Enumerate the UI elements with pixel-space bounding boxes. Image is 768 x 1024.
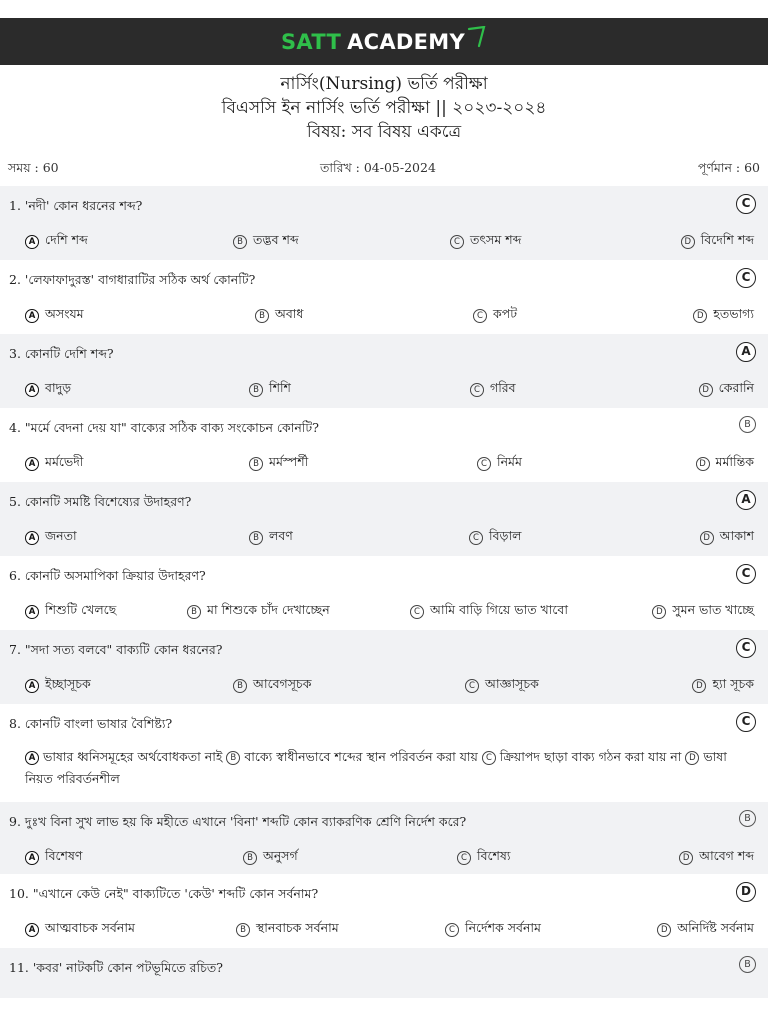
option-text: লবণ <box>269 528 293 543</box>
option-d[interactable] <box>696 454 754 474</box>
option-d[interactable] <box>700 528 754 548</box>
option-text: অনির্দিষ্ট সর্বনাম <box>677 920 754 935</box>
option-letter-badge: D <box>679 851 693 865</box>
question-text: 5. কোনটি সমষ্টি বিশেষ্যের উদাহরণ? <box>9 494 192 509</box>
option-text: আমি বাড়ি গিয়ে ভাত খাবো <box>430 602 568 617</box>
option-letter-badge: B <box>243 851 257 865</box>
option-text: তদ্ভব শব্দ <box>253 232 299 247</box>
question-block <box>0 802 768 874</box>
option-d[interactable] <box>693 306 754 326</box>
option-c[interactable] <box>445 920 541 940</box>
option-text[interactable]: ভাষা নিয়ত পরিবর্তনশীল <box>25 749 727 786</box>
option-b[interactable] <box>249 454 308 474</box>
options-paragraph <box>25 746 754 790</box>
option-letter-badge: D <box>652 605 666 619</box>
option-letter-badge: A <box>25 851 39 865</box>
option-b[interactable] <box>233 676 312 696</box>
correct-answer-badge: D <box>736 882 756 902</box>
option-letter-badge: A <box>25 531 39 545</box>
option-letter-badge: A <box>25 923 39 937</box>
logo-arrow-icon <box>467 26 487 48</box>
option-text: হতভাগ্য <box>713 306 754 321</box>
option-text[interactable]: ক্রিয়াপদ ছাড়া বাক্য গঠন করা যায় না <box>499 749 686 764</box>
correct-answer-badge: B <box>739 810 756 827</box>
option-letter-badge: C <box>457 851 471 865</box>
header-banner <box>0 18 768 65</box>
satt-academy-logo <box>281 30 487 54</box>
option-text: আজ্ঞাসূচক <box>485 676 539 691</box>
option-c[interactable] <box>465 676 539 696</box>
exam-header <box>0 72 768 144</box>
question-block <box>0 874 768 948</box>
option-letter-badge: B <box>249 383 263 397</box>
option-b[interactable] <box>249 528 293 548</box>
option-d[interactable] <box>681 232 754 252</box>
question-block <box>0 186 768 260</box>
option-a[interactable] <box>25 920 135 940</box>
option-text: ইচ্ছাসূচক <box>45 676 91 691</box>
option-text: কেরানি <box>718 380 754 395</box>
option-c[interactable] <box>477 454 522 474</box>
option-c[interactable] <box>473 306 517 326</box>
option-c[interactable] <box>469 528 521 548</box>
option-text: শিশি <box>269 380 291 395</box>
option-c[interactable] <box>410 602 568 622</box>
correct-answer-badge: C <box>736 268 756 288</box>
option-letter-badge: C <box>470 383 484 397</box>
option-letter-badge: A <box>25 751 39 765</box>
option-text: বিড়াল <box>489 528 522 543</box>
option-a[interactable] <box>25 380 71 400</box>
option-d[interactable] <box>679 848 754 868</box>
question-text: 2. 'লেফাফাদুরস্ত' বাগধারাটির সঠিক অর্থ কোনটি? <box>9 272 256 287</box>
option-text: দেশি শব্দ <box>45 232 88 247</box>
option-text: হ্যা সূচক <box>712 676 754 691</box>
question-text: 11. 'কবর' নাটকটি কোন পটভূমিতে রচিত? <box>9 960 223 975</box>
full-marks-label: পূর্ণমান : 60 <box>697 160 760 175</box>
option-letter-badge: A <box>25 383 39 397</box>
correct-answer-badge: B <box>739 416 756 433</box>
option-text[interactable]: বাক্যে স্বাধীনভাবে শব্দের স্থান পরিবর্তন করা যায় <box>244 749 482 764</box>
option-text[interactable]: ভাষার ধ্বনিসমূহের অর্থবোধকতা নাই <box>43 749 227 764</box>
option-letter-badge: C <box>477 457 491 471</box>
option-letter-badge: A <box>25 235 39 249</box>
exam-subject: বিষয়: সব বিষয় একত্রে <box>306 122 462 142</box>
date-label: তারিখ : 04-05-2024 <box>320 160 436 175</box>
option-text: মর্মভেদী <box>45 454 84 469</box>
option-a[interactable] <box>25 602 116 622</box>
question-block <box>0 408 768 482</box>
option-letter-badge: A <box>25 679 39 693</box>
question-block <box>0 630 768 704</box>
option-letter-badge: C <box>482 751 496 765</box>
question-text: 9. দুঃখ বিনা সুখ লাভ হয় কি মহীতে এখানে 'বিনা' শব্দটি কোন ব্যাকরণিক শ্রেণি নির্দেশ করে? <box>9 814 467 829</box>
question-block <box>0 260 768 334</box>
question-text: 8. কোনটি বাংলা ভাষার বৈশিষ্ট্য? <box>9 716 173 731</box>
option-letter-badge: C <box>465 679 479 693</box>
option-letter-badge: D <box>681 235 695 249</box>
option-letter-badge: C <box>410 605 424 619</box>
option-letter-badge: D <box>699 383 713 397</box>
option-d[interactable] <box>692 676 754 696</box>
option-text: স্থানবাচক সর্বনাম <box>256 920 339 935</box>
option-letter-badge: B <box>233 235 247 249</box>
option-letter-badge: B <box>226 751 240 765</box>
logo-satt: SATT <box>281 29 342 54</box>
option-c[interactable] <box>457 848 510 868</box>
question-block <box>0 556 768 630</box>
option-text: আবেগসূচক <box>253 676 312 691</box>
option-a[interactable] <box>25 232 88 252</box>
question-text: 4. "মর্মে বেদনা দেয় যা" বাক্যের সঠিক বাক্য সংকোচন কোনটি? <box>9 420 319 435</box>
option-text: মর্মস্পর্শী <box>269 454 309 469</box>
option-d[interactable] <box>652 602 754 622</box>
correct-answer-badge: A <box>736 490 756 510</box>
exam-title: নার্সিং(Nursing) ভর্তি পরীক্ষা <box>280 74 488 94</box>
correct-answer-badge: A <box>736 342 756 362</box>
option-b[interactable] <box>187 602 330 622</box>
exam-meta <box>8 160 760 178</box>
option-a[interactable] <box>25 848 82 868</box>
option-text: জনতা <box>45 528 77 543</box>
option-letter-badge: A <box>25 457 39 471</box>
option-text: সুমন ভাত খাচ্ছে <box>672 602 754 617</box>
question-text: 3. কোনটি দেশি শব্দ? <box>9 346 114 361</box>
option-text: আকাশ <box>719 528 754 543</box>
option-a[interactable] <box>25 306 84 326</box>
option-b[interactable] <box>243 848 298 868</box>
option-letter-badge: C <box>473 309 487 323</box>
option-b[interactable] <box>255 306 303 326</box>
option-b[interactable] <box>233 232 299 252</box>
option-b[interactable] <box>236 920 339 940</box>
option-letter-badge: D <box>685 751 699 765</box>
option-letter-badge: B <box>249 457 263 471</box>
option-letter-badge: D <box>693 309 707 323</box>
option-c[interactable] <box>470 380 516 400</box>
option-text: বিদেশি শব্দ <box>700 232 754 247</box>
option-c[interactable] <box>450 232 521 252</box>
option-letter-badge: A <box>25 309 39 323</box>
correct-answer-badge: C <box>736 194 756 214</box>
option-letter-badge: B <box>233 679 247 693</box>
question-text: 1. 'নদী' কোন ধরনের শব্দ? <box>9 198 143 213</box>
option-letter-badge: B <box>187 605 201 619</box>
question-block <box>0 704 768 802</box>
option-text: নির্দেশক সর্বনাম <box>465 920 541 935</box>
option-a[interactable] <box>25 528 77 548</box>
option-letter-badge: C <box>450 235 464 249</box>
option-b[interactable] <box>249 380 291 400</box>
time-label: সময় : 60 <box>8 160 59 175</box>
correct-answer-badge: C <box>736 638 756 658</box>
option-text: আবেগ শব্দ <box>699 848 754 863</box>
option-letter-badge: D <box>657 923 671 937</box>
question-text: 10. "এখানে কেউ নেই" বাক্যটিতে 'কেউ' শব্দটি কোন সর্বনাম? <box>9 886 319 901</box>
option-text: শিশুটি খেলছে <box>45 602 117 617</box>
exam-subtitle: বিএসসি ইন নার্সিং ভর্তি পরীক্ষা || ২০২৩-২০২৪ <box>221 98 547 118</box>
option-text: অসংযম <box>45 306 84 321</box>
question-block <box>0 948 768 998</box>
option-letter-badge: B <box>255 309 269 323</box>
correct-answer-badge: C <box>736 712 756 732</box>
option-letter-badge: D <box>700 531 714 545</box>
question-block <box>0 334 768 408</box>
option-text: বিশেষ্য <box>477 848 511 863</box>
option-text: কপট <box>493 306 518 321</box>
question-text: 6. কোনটি অসমাপিকা ক্রিয়ার উদাহরণ? <box>9 568 206 583</box>
option-text: মর্মান্তিক <box>715 454 754 469</box>
question-block <box>0 482 768 556</box>
correct-answer-badge: C <box>736 564 756 584</box>
option-letter-badge: B <box>236 923 250 937</box>
option-text: গরিব <box>490 380 516 395</box>
logo-academy: ACADEMY <box>347 29 465 54</box>
option-text: মা শিশুকে চাঁদ দেখাচ্ছেন <box>207 602 330 617</box>
option-letter-badge: C <box>445 923 459 937</box>
option-d[interactable] <box>699 380 754 400</box>
option-text: অবাধ <box>275 306 304 321</box>
option-letter-badge: C <box>469 531 483 545</box>
option-d[interactable] <box>657 920 754 940</box>
option-letter-badge: A <box>25 605 39 619</box>
option-text: তৎসম শব্দ <box>470 232 522 247</box>
option-letter-badge: B <box>249 531 263 545</box>
option-a[interactable] <box>25 676 91 696</box>
option-text: নির্মম <box>497 454 522 469</box>
option-text: বিশেষণ <box>45 848 83 863</box>
option-letter-badge: D <box>692 679 706 693</box>
option-text: অনুসর্গ <box>263 848 298 863</box>
option-letter-badge: D <box>696 457 710 471</box>
option-text: আত্মবাচক সর্বনাম <box>45 920 135 935</box>
question-text: 7. "সদা সত্য বলবে" বাক্যটি কোন ধরনের? <box>9 642 223 657</box>
option-a[interactable] <box>25 454 83 474</box>
correct-answer-badge: B <box>739 956 756 973</box>
option-text: বাদুড় <box>45 380 72 395</box>
